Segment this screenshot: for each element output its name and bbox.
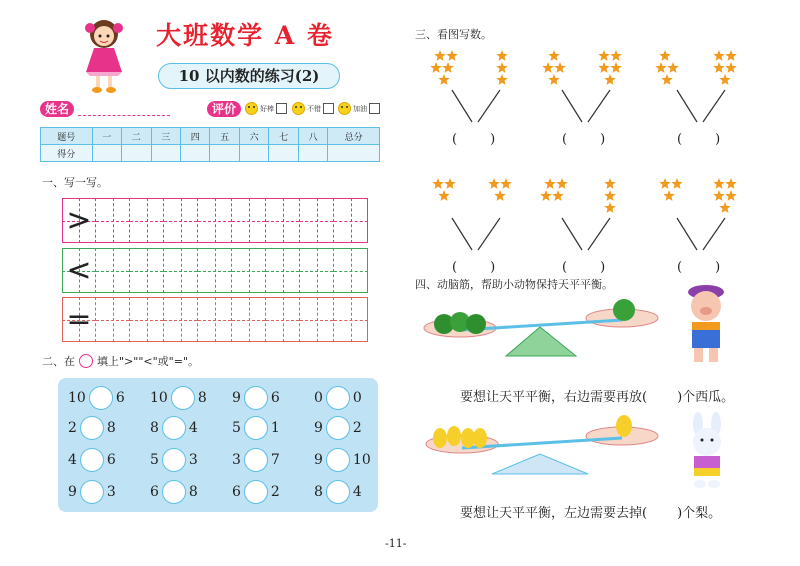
right-number: 4 (352, 484, 362, 500)
star-icon (659, 178, 670, 189)
answer-circle[interactable] (326, 480, 350, 504)
star-icon (500, 178, 511, 189)
right-number: 4 (188, 420, 198, 436)
compare-item (150, 416, 198, 440)
star-icon (552, 190, 563, 201)
answer-circle[interactable] (171, 386, 195, 410)
right-number: 6 (115, 390, 125, 406)
left-number: 6 (232, 484, 241, 500)
star-icon (713, 50, 724, 61)
checkbox[interactable] (323, 103, 334, 114)
right-number: 10 (352, 452, 371, 468)
right-number: 3 (188, 452, 198, 468)
score-cell[interactable] (180, 145, 209, 162)
star-icon (548, 74, 559, 85)
left-number: 10 (150, 390, 168, 406)
star-icon (548, 50, 559, 61)
right-number: 3 (106, 484, 116, 500)
answer-circle[interactable] (244, 416, 268, 440)
compare-item (232, 480, 280, 504)
balance-scale-pear (422, 408, 662, 480)
right-number: 7 (270, 452, 280, 468)
circle-icon (79, 354, 93, 368)
star-icon (554, 62, 565, 73)
star-icon (671, 178, 682, 189)
star-icon (432, 178, 443, 189)
table-cell: 七 (269, 128, 298, 145)
star-icon (488, 178, 499, 189)
left-number: 5 (232, 420, 241, 436)
eval-option-great[interactable]: 好棒 (245, 102, 287, 115)
balance-scale-watermelon (422, 290, 662, 362)
girl-illustration (78, 14, 130, 94)
right-number: 2 (352, 420, 362, 436)
star-icon (719, 202, 730, 213)
answer-circle[interactable] (244, 386, 268, 410)
symbol-lt: < (66, 253, 92, 288)
star-icon (434, 50, 445, 61)
section3-heading: 三、看图写数。 (415, 28, 492, 41)
right-number: 6 (270, 390, 280, 406)
score-cell[interactable] (151, 145, 180, 162)
left-number: 2 (68, 420, 77, 436)
smiley-icon (292, 102, 305, 115)
left-number: 8 (314, 484, 323, 500)
eval-label: 评价 (207, 101, 241, 117)
star-icon (604, 74, 615, 85)
answer-circle[interactable] (80, 480, 104, 504)
compare-item (68, 448, 116, 472)
right-number: 8 (106, 420, 116, 436)
left-number: 4 (68, 452, 77, 468)
star-icon (713, 190, 724, 201)
star-icon (604, 202, 615, 213)
answer-circle[interactable] (244, 480, 268, 504)
eval-option-good[interactable]: 不错 (292, 102, 334, 115)
compare-item (314, 448, 371, 472)
table-cell: 四 (180, 128, 209, 145)
compare-item (68, 386, 125, 410)
star-icon (667, 62, 678, 73)
left-number: 5 (150, 452, 159, 468)
compare-item (232, 448, 280, 472)
answer-circle[interactable] (326, 448, 350, 472)
writing-grid-lt[interactable] (62, 248, 368, 293)
right-number: 1 (270, 420, 280, 436)
star-icon (446, 50, 457, 61)
star-icon (661, 74, 672, 85)
right-number: 8 (197, 390, 207, 406)
star-icon (442, 62, 453, 73)
star-icon (438, 190, 449, 201)
left-number: 9 (232, 390, 241, 406)
section2-heading: 二、在 填上">""<"或"="。 (42, 355, 200, 368)
answer-parentheses[interactable]: ( ) (677, 260, 721, 275)
table-cell: 三 (151, 128, 180, 145)
answer-parentheses[interactable]: ( ) (562, 132, 606, 147)
table-cell: 总分 (328, 128, 380, 145)
star-icon (719, 74, 730, 85)
symbol-gt: > (66, 203, 92, 238)
star-icon (556, 178, 567, 189)
page-subtitle: 10 以内数的练习(2) (158, 63, 340, 89)
table-cell: 一 (92, 128, 121, 145)
star-icon (544, 178, 555, 189)
compare-item (232, 386, 280, 410)
table-cell: 二 (122, 128, 151, 145)
compare-item (314, 416, 362, 440)
table-cell: 六 (239, 128, 268, 145)
star-icon (604, 178, 615, 189)
compare-item (314, 386, 362, 410)
checkbox[interactable] (276, 103, 287, 114)
star-icon (598, 50, 609, 61)
star-icon (725, 178, 736, 189)
star-icon (713, 178, 724, 189)
star-icon (663, 190, 674, 201)
compare-item (232, 416, 280, 440)
answer-circle[interactable] (326, 386, 350, 410)
left-number: 10 (68, 390, 86, 406)
rabbit-illustration (680, 412, 736, 492)
score-cell[interactable] (328, 145, 380, 162)
answer-circle[interactable] (244, 448, 268, 472)
star-icon (494, 190, 505, 201)
star-icon (542, 62, 553, 73)
right-number: 6 (106, 452, 116, 468)
left-number: 0 (314, 390, 323, 406)
table-cell: 八 (298, 128, 327, 145)
table-cell: 五 (210, 128, 239, 145)
answer-parentheses[interactable]: ( ) (452, 132, 496, 147)
star-icon (540, 190, 551, 201)
answer-parentheses[interactable]: ( ) (677, 132, 721, 147)
score-table (40, 127, 380, 162)
sentence-watermelon: 要想让天平平衡，右边需要再放( )个西瓜。 (460, 390, 735, 405)
star-icon (430, 62, 441, 73)
writing-grid-gt[interactable] (62, 198, 368, 243)
score-cell[interactable] (210, 145, 239, 162)
right-number: 8 (188, 484, 198, 500)
left-number: 8 (150, 420, 159, 436)
star-icon (659, 50, 670, 61)
writing-grid-eq[interactable] (62, 297, 368, 342)
table-cell: 题号 (41, 128, 93, 145)
star-icon (496, 74, 507, 85)
compare-item (150, 386, 207, 410)
star-icon (610, 50, 621, 61)
compare-item (150, 448, 198, 472)
score-cell[interactable] (239, 145, 268, 162)
star-icon (598, 62, 609, 73)
compare-item (150, 480, 198, 504)
smiley-icon (245, 102, 258, 115)
page-title: 大班数学 A 卷 (156, 21, 334, 50)
answer-parentheses[interactable]: ( ) (562, 260, 606, 275)
eval-option-keep-going[interactable]: 加油 (338, 102, 380, 115)
checkbox[interactable] (369, 103, 380, 114)
page-number: -11- (385, 537, 407, 550)
smiley-icon (338, 102, 351, 115)
answer-circle[interactable] (89, 386, 113, 410)
star-icon (713, 62, 724, 73)
star-icon (725, 50, 736, 61)
star-icon (725, 62, 736, 73)
section4-heading: 四、动脑筋，帮助小动物保持天平平衡。 (415, 278, 613, 291)
score-cell[interactable] (92, 145, 121, 162)
symbol-eq: = (66, 302, 92, 337)
left-number: 9 (314, 420, 323, 436)
star-icon (610, 62, 621, 73)
right-number: 2 (270, 484, 280, 500)
name-field[interactable] (78, 115, 170, 116)
star-icon (604, 190, 615, 201)
left-number: 6 (150, 484, 159, 500)
answer-circle[interactable] (80, 416, 104, 440)
section1-heading: 一、写一写。 (42, 176, 108, 189)
star-icon (725, 190, 736, 201)
compare-item (314, 480, 362, 504)
right-number: 0 (352, 390, 362, 406)
sentence-pear: 要想让天平平衡，左边需要去掉( )个梨。 (460, 506, 722, 521)
score-cell[interactable] (122, 145, 151, 162)
answer-circle[interactable] (162, 480, 186, 504)
star-icon (655, 62, 666, 73)
answer-parentheses[interactable]: ( ) (452, 260, 496, 275)
score-cell[interactable] (298, 145, 327, 162)
left-number: 9 (314, 452, 323, 468)
left-number: 9 (68, 484, 77, 500)
star-icon (438, 74, 449, 85)
pig-illustration (678, 282, 734, 368)
table-cell: 得分 (41, 145, 93, 162)
star-icon (444, 178, 455, 189)
answer-circle[interactable] (80, 448, 104, 472)
answer-circle[interactable] (326, 416, 350, 440)
compare-item (68, 416, 116, 440)
answer-circle[interactable] (162, 416, 186, 440)
answer-circle[interactable] (162, 448, 186, 472)
score-cell[interactable] (269, 145, 298, 162)
compare-item (68, 480, 116, 504)
star-icon (496, 62, 507, 73)
star-icon (496, 50, 507, 61)
left-number: 3 (232, 452, 241, 468)
name-label: 姓名 (40, 101, 74, 117)
